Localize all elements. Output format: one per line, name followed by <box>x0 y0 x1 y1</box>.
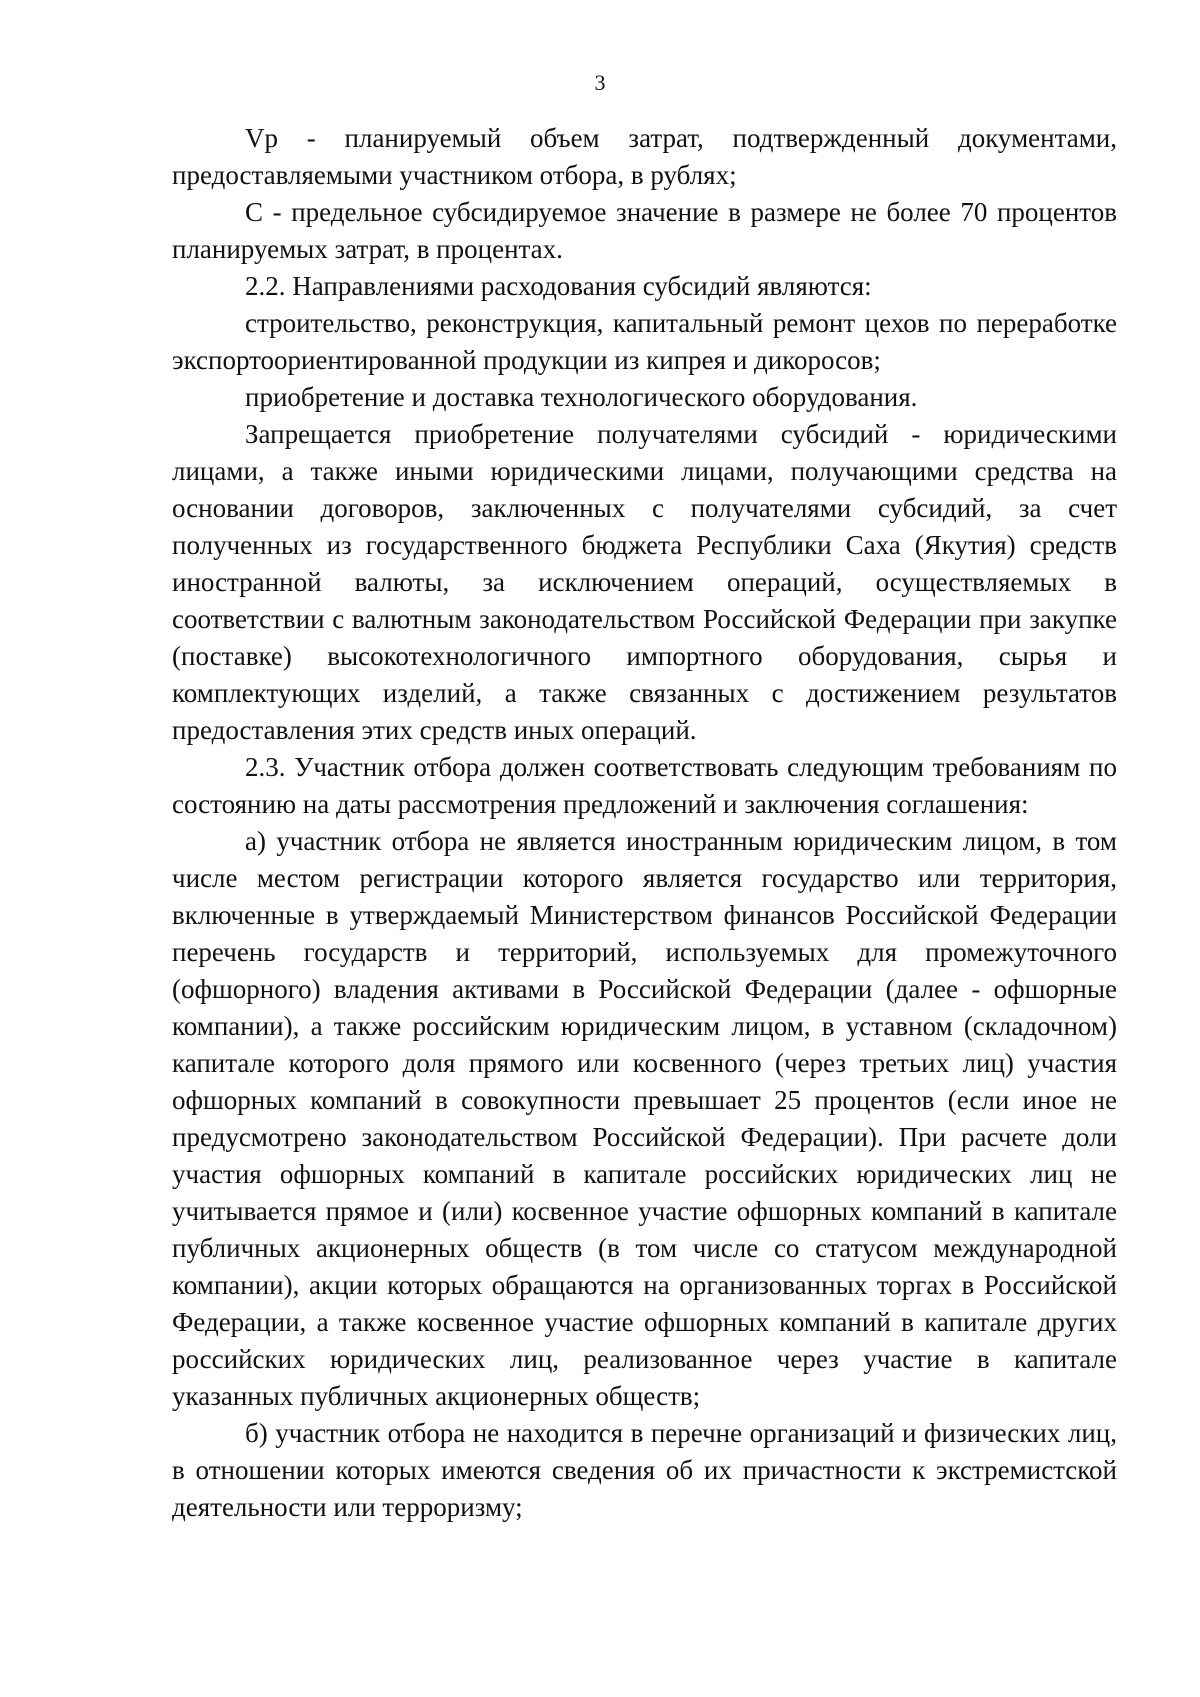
paragraph-item-a: а) участник отбора не является иностранным юридическим лицом, в том числе местом регистрации которого является государство или территория, включенные в утверждаемый Министерством финансов Российской Федерации перечень государств и территорий, используемых для промежуточного (офшорного) владения активами в Российской Федерации (далее - офшорные компании), а также российским юридическим лицом, в уставном (складочном) капитале которого доля прямого или косвенного (через третьих лиц) участия офшорных компаний в совокупности превышает 25 процентов (если иное не предусмотрено законодательством Российской Федерации). При расчете доли участия офшорных компаний в капитале российских юридических лиц не учитывается прямое и (или) косвенное участие офшорных компаний в капитале публичных акционерных обществ (в том числе со статусом международной компании), акции которых обращаются на организованных торгах в Российской Федерации, а также косвенное участие офшорных компаний в капитале других российских юридических лиц, реализованное через участие в капитале указанных публичных акционерных обществ; <box>172 826 1117 1411</box>
page-number: 3 <box>594 70 606 95</box>
document-body <box>172 120 1117 1526</box>
paragraph-section-2-3: 2.3. Участник отбора должен соответствовать следующим требованиям по состоянию на даты рассмотрения предложений и заключения соглашения: <box>172 752 1117 819</box>
paragraph-prohibition: Запрещается приобретение получателями субсидий - юридическими лицами, а также иными юридическими лицами, получающими средства на основании договоров, заключенных с получателями субсидий, за счет полученных из государственного бюджета Республики Саха (Якутия) средств иностранной валюты, за исключением операций, осуществляемых в соответствии с валютным законодательством Российской Федерации при закупке (поставке) высокотехнологичного импортного оборудования, сырья и комплектующих изделий, а также связанных с достижением результатов предоставления этих средств иных операций. <box>172 419 1117 745</box>
paragraph-section-2-2: 2.2. Направлениями расходования субсидий являются: <box>245 271 872 301</box>
paragraph-equipment: приобретение и доставка технологического оборудования. <box>245 382 918 412</box>
paragraph-item-b: б) участник отбора не находится в перечне организаций и физических лиц, в отношении которых имеются сведения об их причастности к экстремистской деятельности или терроризму; <box>172 1418 1117 1522</box>
paragraph-c-definition: С - предельное субсидируемое значение в размере не более 70 процентов планируемых затрат, в процентах. <box>172 197 1117 264</box>
paragraph-vp-definition: Vp - планируемый объем затрат, подтвержденный документами, предоставляемыми участником отбора, в рублях; <box>172 123 1117 190</box>
paragraph-construction: строительство, реконструкция, капитальный ремонт цехов по переработке экспортоориентированной продукции из кипрея и дикоросов; <box>172 308 1117 375</box>
